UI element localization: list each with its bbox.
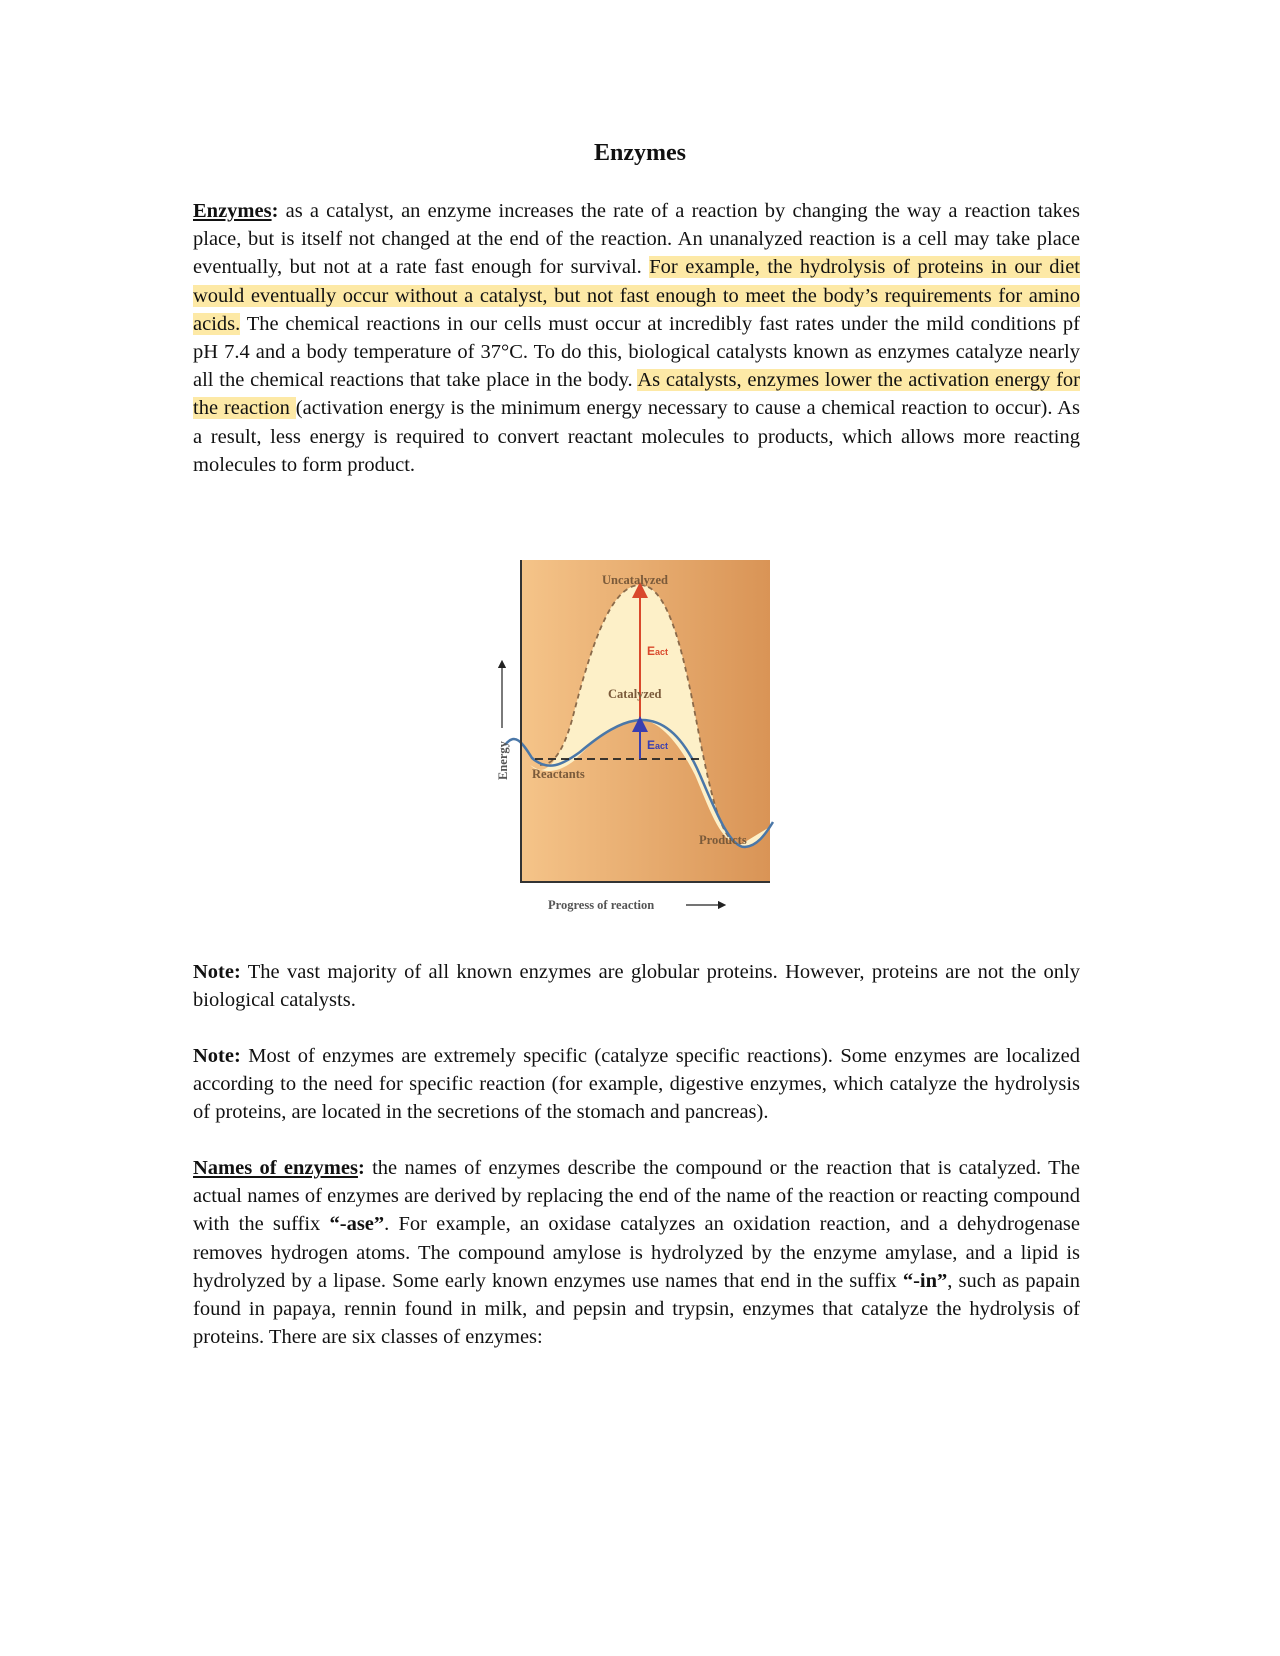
names-text-2: . For example, an oxidase catalyzes an oxidation reaction, and a dehydrogenase removes hydrogen atoms. The compound amylose is hydrolyzed by the enzyme amylase, and a lipid is hydrolyzed by a lipase. Some early known enzymes use names that end in the suffix [193, 1213, 1080, 1292]
intro-text-1: as a catalyst, an enzyme increases the rate of a reaction by changing the way a reaction takes place, but is itself not changed at the end of the reaction. An unanalyzed reaction is a cell may take place eventually, but not at a rate fast enough for survival. [193, 200, 1080, 279]
names-text-1: the names of enzymes describe the compound or the reaction that is catalyzed. The actual names of enzymes are derived by replacing the end of the name of the reaction or reacting compound with the suffix [193, 1157, 1080, 1236]
catalyzed-eact-label [647, 738, 668, 752]
reactants-label: Reactants [532, 767, 585, 781]
activation-energy-figure [490, 560, 780, 915]
names-suffix-ase: “-ase” [329, 1213, 385, 1236]
note-2-text: Most of enzymes are extremely specific (catalyze specific reactions). Some enzymes are localized according to the need for specific reaction (for example, digestive enzymes, which catalyze the hydrolysis of proteins, are located in the secretions of the stomach and pancreas). [193, 1045, 1080, 1124]
intro-term: Enzymes [193, 200, 272, 222]
intro-colon: : [271, 200, 279, 222]
note-2-label: Note: [193, 1045, 241, 1067]
uncatalyzed-label: Uncatalyzed [602, 573, 668, 587]
names-colon: : [357, 1157, 365, 1179]
uncatalyzed-eact-label [647, 644, 668, 658]
names-term: Names of enzymes [193, 1157, 358, 1179]
page-title: Enzymes [594, 140, 686, 166]
catalyzed-label: Catalyzed [608, 687, 662, 701]
intro-highlight-1: For example, the hydrolysis of proteins in our diet would eventually occur without a catalyst, but not fast enough to meet the body’s requirements for amino acids. [193, 256, 1080, 335]
y-axis-label: Energy [496, 741, 510, 780]
y-axis-label-area [490, 650, 520, 800]
names-suffix-in: “-in” [902, 1269, 948, 1292]
intro-paragraph [193, 197, 1080, 479]
note-2 [193, 1042, 1080, 1127]
intro-text-2: The chemical reactions in our cells must occur at incredibly fast rates under the mild conditions pf pH 7.4 and a body temperature of 37°C. To do this, biological catalysts known as enzymes catalyze nearly all the chemical reactions that take place in the body. [193, 312, 1080, 392]
note-1-text: The vast majority of all known enzymes are globular proteins. However, proteins are not the only biological catalysts. [193, 961, 1080, 1012]
note-1 [193, 958, 1080, 1014]
uncatalyzed-eact-sub: act [655, 647, 669, 657]
names-paragraph [193, 1154, 1080, 1351]
energy-diagram [490, 560, 780, 915]
names-text-3: , such as papain found in papaya, rennin found in milk, and pepsin and trypsin, enzymes that catalyze the hydrolysis of proteins. There are six classes of enzymes: [193, 1269, 1081, 1349]
catalyzed-eact-sub: act [655, 741, 669, 751]
products-label: Products [699, 833, 747, 847]
intro-text-3: (activation energy is the minimum energy necessary to cause a chemical reaction to occur). As a result, less energy is required to convert reactant molecules to products, which allows more reacting molecules to form product. [193, 397, 1080, 476]
x-axis-label: Progress of reaction [548, 898, 655, 912]
intro-highlight-2: As catalysts, enzymes lower the activation energy for the reaction [193, 369, 1080, 420]
catalyzed-eact-main: E [647, 738, 656, 752]
uncatalyzed-eact-main: E [647, 644, 656, 658]
note-1-label: Note: [193, 961, 241, 983]
